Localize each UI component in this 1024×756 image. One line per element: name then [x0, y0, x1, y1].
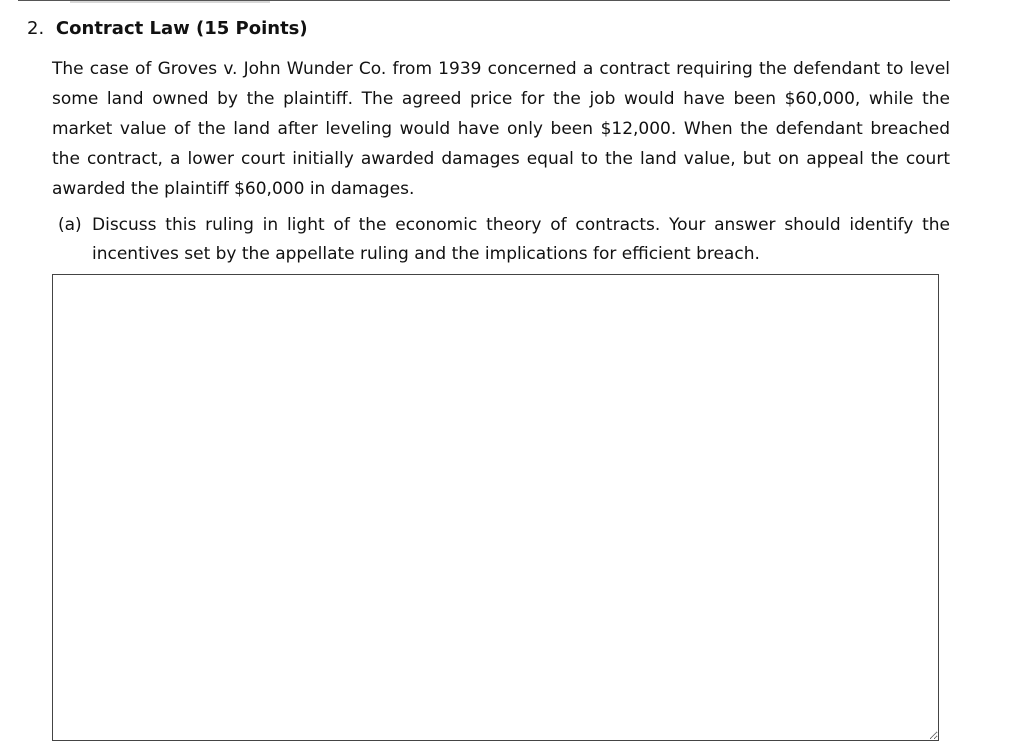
- sub-question-label: (a): [58, 215, 82, 235]
- question-header: [27, 16, 308, 42]
- top-divider-shadow: [70, 1, 270, 3]
- question-title: Contract Law (15 Points): [55, 18, 308, 39]
- answer-input-a[interactable]: [52, 274, 939, 741]
- question-number: 2.: [27, 18, 45, 39]
- sub-question-text: Discuss this ruling in light of the economic theory of contracts. Your answer should identify the incentives set by the appellate ruling and the implications for efficient breach.: [92, 215, 950, 264]
- sub-question-a: [52, 211, 950, 269]
- question-prompt: The case of Groves v. John Wunder Co. from 1939 concerned a contract requiring the defendant to level some land owned by the plaintiff. The agreed price for the job would have been $60,000, while the market value of the land after leveling would have only been $12,000. When the defendant breached the contract, a lower court initially awarded damages equal to the land value, but on appeal the court awarded the plaintiff $60,000 in damages.: [52, 59, 950, 199]
